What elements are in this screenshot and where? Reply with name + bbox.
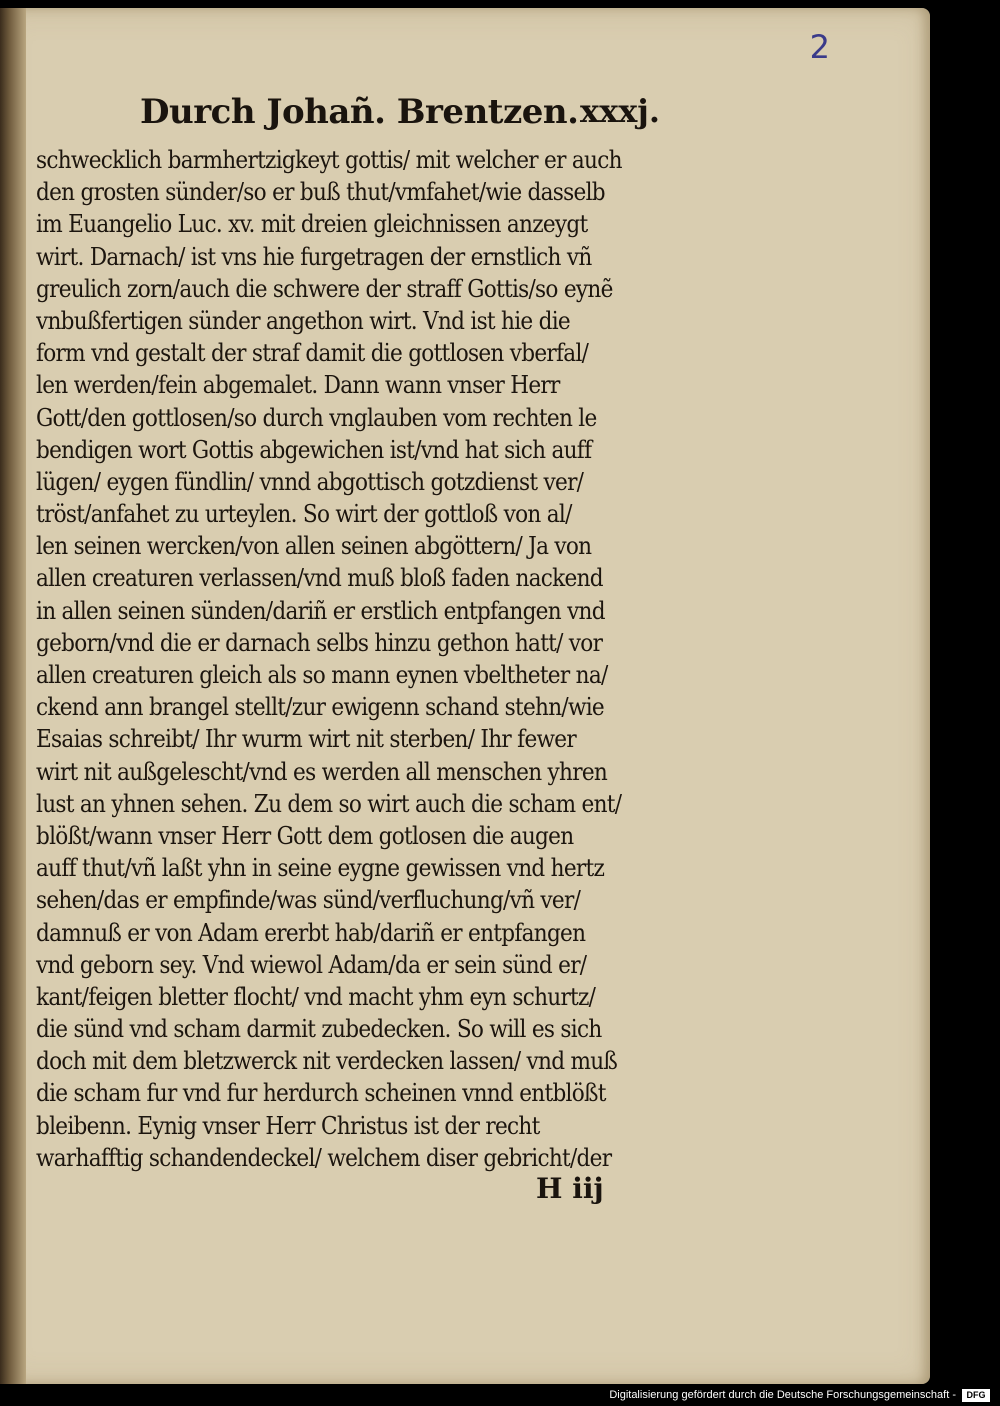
running-title: Durch Johañ. Brentzen. xyxy=(140,92,579,132)
text-line: sehen/das er empfinde/was sünd/verfluchung/vñ ver/ xyxy=(36,886,581,915)
text-line: in allen seinen sünden/dariñ er erstlich entpfangen vnd xyxy=(36,596,605,625)
text-line: schwecklich barmhertzigkeyt gottis/ mit welcher er auch xyxy=(36,146,622,174)
text-line: kant/feigen bletter flocht/ vnd macht yhm eyn schurtz/ xyxy=(36,982,596,1011)
text-line: bendigen wort Gottis abgewichen ist/vnd hat sich auff xyxy=(36,435,592,464)
text-line: blößt/wann vnser Herr Gott dem gotlosen die augen xyxy=(36,821,574,850)
text-line: wirt. Darnach/ ist vns hie furgetragen der ernstlich vñ xyxy=(36,242,592,271)
text-line: Esaias schreibt/ Ihr wurm wirt nit sterben/ Ihr fewer xyxy=(36,725,576,754)
text-line: ckend ann brangel stellt/zur ewigenn schand stehn/wie xyxy=(36,693,604,722)
text-line: allen creaturen gleich als so mann eynen vbeltheter na/ xyxy=(36,661,608,689)
text-line: die scham fur vnd fur herdurch scheinen vnnd entblößt xyxy=(36,1079,606,1108)
text-line: tröst/anfahet zu urteylen. So wirt der gottloß von al/ xyxy=(36,500,572,529)
dfg-logo: DFG xyxy=(962,1389,990,1402)
book-page xyxy=(0,8,930,1384)
page-gutter xyxy=(0,8,26,1384)
text-line: wirt nit außgelescht/vnd es werden all menschen yhren xyxy=(36,757,608,786)
text-line: doch mit dem bletzwerck nit verdecken lassen/ vnd muß xyxy=(36,1047,618,1076)
text-line: len werden/fein abgemalet. Dann wann vnser Herr xyxy=(36,371,560,400)
text-line: auff thut/vñ laßt yhn in seine eygne gewissen vnd hertz xyxy=(36,854,605,883)
text-line: greulich zorn/auch die schwere der straff Gottis/so eynẽ xyxy=(36,274,613,303)
text-line: im Euangelio Luc. xv. mit dreien gleichnissen anzeygt xyxy=(36,210,588,239)
text-line: warhafftig schandendeckel/ welchem diser gebricht/der xyxy=(36,1143,612,1172)
text-line: len seinen wercken/von allen seinen abgöttern/ Ja von xyxy=(36,532,592,561)
text-line: geborn/vnd die er darnach selbs hinzu gethon hatt/ vor xyxy=(36,628,603,657)
text-line: lust an yhnen sehen. Zu dem so wirt auch die scham ent/ xyxy=(36,789,622,818)
text-line: Gott/den gottlosen/so durch vnglauben vom rechten le xyxy=(36,403,597,432)
pencil-folio-number: 2 xyxy=(809,28,830,66)
body-text xyxy=(36,144,716,1174)
text-line: vnbußfertigen sünder angethon wirt. Vnd ist hie die xyxy=(36,306,570,335)
footer-bar xyxy=(0,1384,1000,1406)
signature-mark: H iij xyxy=(536,1172,604,1205)
running-head xyxy=(140,92,660,142)
footer-credit: Digitalisierung gefördert durch die Deutsche Forschungsgemeinschaft - xyxy=(609,1389,956,1401)
text-line: form vnd gestalt der straf damit die gottlosen vberfal/ xyxy=(36,339,589,368)
text-line: den grosten sünder/so er buß thut/vmfahet/wie dasselb xyxy=(36,178,605,207)
text-line: lügen/ eygen fündlin/ vnnd abgottisch gotzdienst ver/ xyxy=(36,467,584,496)
leaf-number: xxxj. xyxy=(580,92,660,130)
text-line: die sünd vnd scham darmit zubedecken. So will es sich xyxy=(36,1015,602,1044)
text-line: allen creaturen verlassen/vnd muß bloß faden nackend xyxy=(36,564,603,593)
text-line: damnuß er von Adam ererbt hab/dariñ er entpfangen xyxy=(36,918,586,947)
text-line: bleibenn. Eynig vnser Herr Christus ist der recht xyxy=(36,1111,540,1140)
text-line: vnd geborn sey. Vnd wiewol Adam/da er sein sünd er/ xyxy=(36,950,587,979)
